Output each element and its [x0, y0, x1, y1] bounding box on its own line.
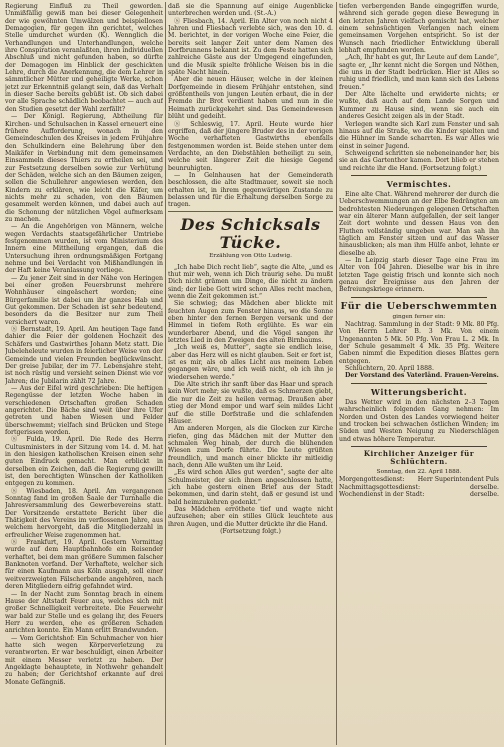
news-paragraph: — In Gelnhausen hat der Gemeinderath beschlossen, die alte Stadtmauer, soweit sie noch erhalten ist, in ihrem gegenwärtigen Zustande zu belassen und für die Erhaltung derselben Sorge zu tragen. [168, 171, 333, 209]
church-service-value: derselbe. [470, 490, 499, 498]
column-divider [336, 2, 337, 745]
story-paragraph: „Es wird schon Alles gut werden“, sagte der alte Schulmeister, der sich ihnen angeschlossen hatte, „ich habe gestern einen Brief aus der Stadt bekommen, und darin steht, daß er gesund ist und bald heimzukehren gedenkt.“ [168, 469, 333, 506]
misc-paragraph: Eine alte Chat. Während mehrerer der durch die Ueberschwemmungen an der Elbe Bedrängten am bedrohtesten Niederungen gelegenen Ortschaften war ein älterer Mann aufgefallen, der seit langer Zeit dort wohnte und dessen Haus von den Fluthen vollständig umgeben war. Man sah ihn täglich am Fenster sitzen und auf das Wasser hinausblicken; als man ihm Hülfe anbot, lehnte er dieselbe ab. [339, 190, 499, 257]
relief-signature: Der Vorstand des Vaterländ. Frauen-Vereins. [345, 372, 499, 380]
section-rule [351, 175, 487, 176]
church-service-label: Wochendienst in der Stadt: [339, 490, 425, 498]
news-paragraph: Ⓢ Fulda, 19. April. Die Rede des Herrn Cultusministers in der Sitzung vom 14. d. M. hat in den hiesigen katholischen Kreisen einen sehr guten Eindruck gemacht. Man erblickt in derselben ein Zeichen, daß die Regierung gewillt ist, den berechtigten Wünschen der Katholiken entgegen zu kommen. [5, 436, 163, 488]
column-middle [168, 3, 333, 743]
news-paragraph: Ⓢ Fliesbach, 14. April. Ein Alter von noch nicht 4 Jahren und Fliesbach verlebte sich, was den 10. d. M. berichtet, in der vorigen Woche eine Feier, die bereits seit langer Zeit unter dem Namen des Dorfbrunnens bekannt ist. Zu dem Feste hatten sich zahlreiche Gäste aus der Umgegend eingefunden, und die Musik spielte fröhliche Weisen bis in die späte Nacht hinein. [168, 17, 333, 77]
story-continued: (Fortsetzung folgt.) [220, 528, 281, 535]
news-paragraph: — Vom Gerichtshof: Ein Schuhmacher von hier hatte sich wegen Körperverletzung zu verantworten. Er war beschuldigt, einen Arbeiter mit einem Messer verletzt zu haben. Der Angeklagte behauptete, in Nothwehr gehandelt zu haben; der Gerichtshof erkannte auf drei Monate Gefängniß. [5, 634, 163, 686]
misc-paragraph: — In Leipzig starb dieser Tage eine Frau im Alter von 104 Jahren. Dieselbe war bis in ihre letzten Tage geistig frisch und konnte sich noch genau der Ereignisse aus den Jahren der Befreiungskriege erinnern. [339, 257, 499, 294]
column-left [5, 3, 163, 743]
news-paragraph: daß sie die Spannung auf einige Augenblicke unterbrechen werden und. (St.-A.) [168, 3, 333, 18]
column-divider [165, 2, 166, 745]
section-rule [351, 297, 487, 298]
column-right [339, 3, 499, 743]
news-paragraph: Aber die neuen Häuser, welche in der kleinen Dorfgemeinde in diesem Frühjahr entstehen, sind größtentheils von jungen Leuten erbaut, die in der Fremde ihr Brot verdient haben und nun in die Heimath zurückgekehrt sind. Das Gemeindewesen blüht und gedeiht. [168, 76, 333, 121]
news-paragraph: „Ach, Ihr habt es gut, Ihr Leute auf dem Lande“, sagte er, „Ihr kennt nicht die Sorgen und Nöthen, die uns in der Stadt bedrücken. Hier ist Alles so ruhig und friedlich, und man kann sich des Lebens freuen.“ [339, 54, 499, 91]
story-title: Des Schicksals Tücke. [180, 214, 321, 252]
weather-heading: Witterungsbericht. [370, 386, 468, 397]
church-row [339, 476, 499, 483]
news-paragraph: Verlegen wandte sich Karl zum Fenster und sah hinaus auf die Straße, wo die Kinder spielten und die Hühner im Sande scharrten. Es war Alles wie einst in seiner Jugend. [339, 120, 499, 150]
news-paragraph: — Der Königl. Regierung, Abtheilung für Kirchen- und Schulsachen in Kassel erneuert eine frühere Aufforderung, wonach in den Gemeindeschulen des Kreises in jedem Frühjahre den Schulkindern eine Belehrung über den Maikäfer in Verbindung mit dem gemeinsamen Einsammeln dieses Thiers zu ertheilen sei, und zur Festsetzung derselben sowie zur Verhütung der Schäden, welche sich an den Bäumen zeigen, sollen die Schullehrer angewiesen werden, den Kindern zu erklären, wie leicht die Käfer, um nichts mehr zu schaden, von den Bäumen gesammelt werden können, und dabei auch auf die Schonung der nützlichen Vögel aufmerksam zu machen. [5, 113, 163, 223]
story-paragraph: Sie schwieg; das Mädchen aber blickte mit feuchten Augen zum Fenster hinaus, wo die Sonne eben hinter den fernen Bergen versank und der Himmel in tiefem Roth erglühte. Es war ein wunderbarer Abend, und die Vögel sangen ihr letztes Lied in den Zweigen des alten Birnbaums. [168, 300, 333, 345]
church-row [339, 491, 499, 498]
story-paragraph: Am anderen Morgen, als die Glocken zur Kirche riefen, ging das Mädchen mit der Mutter den schmalen Weg hinab, der durch die blühenden Wiesen zum Dorfe führte. Die Leute grüßten freundlich, und manch einer blickte ihr mitleidig nach, denn Alle wußten um ihr Leid. [168, 425, 333, 469]
story-subtitle: Erzählung von Otto Ludwig. [209, 252, 292, 259]
news-paragraph: — In der Nacht zum Sonntag brach in einem Hause der Altstadt Feuer aus, welches sich mit großer Schnelligkeit verbreitete. Die Feuerwehr war bald zur Stelle und es gelang ihr, des Feuers Herr zu werden, ehe es größeren Schaden anrichten konnte. Ein Mann erlitt Brandwunden. [5, 590, 163, 635]
church-service-value: derselbe. [470, 483, 499, 491]
relief-subheading: gingen ferner ein: [392, 313, 446, 320]
relief-date: Schlüchtern, 20. April 1888. [345, 365, 434, 373]
news-paragraph: Regierung Einfluß zu Theil geworden. Unmißfällig gewiß man bei dieser Gelegenheit der wie gewöhnten Umwälzen und beispiellosen Demagogien, für gegen ihn gerichtet, welches Stelle umdurchet wurden (K). Wennglich die Verhandlungen und Unterhandlungen, welche ihre Conspiration veranlaßten, ihren individuellen Abschluß und nicht gefunden haben, so dürfte der Demagogen im Hinblick der geschickten Lehre, durch die Anerkennung, die dem Lehrer in sämmtlicher Mütter und geheiligte Werke, schon jetzt zur Erkenntniß gelangt sein, daß das Verhalt in dieser Sache bereits gebüßt ist. Ob sich dabei vor alle Sprache schädlich beobachtet — auch auf den Studien gesetzt der Wahl zerfällt? [5, 3, 163, 113]
section-rule [351, 446, 487, 447]
section-rule [351, 383, 487, 384]
story-paragraph: „Ich habe Dich recht lieb“, sagte die Alte, „und es thut mir weh, wenn ich Dich traurig sehe. Du mußt Dich nicht grämen um Dinge, die nicht zu ändern sind; der liebe Gott wird schon Alles recht machen, wenn die Zeit gekommen ist.“ [168, 263, 333, 300]
church-date: Sonntag, den 22. April 1888. [376, 468, 462, 475]
news-paragraph: Ⓢ Frankfurt, 19. April. Gestern Vormittag wurde auf dem Hauptbahnhofe ein Reisender verhaftet, bei dem man größere Summen falscher Banknoten vorfand. Der Verhaftete, welcher sich für einen Kaufmann aus Köln ausgab, soll einer weitverzweigten Fälscherbande angehören, nach deren Mitgliedern eifrig gefahndet wird. [5, 539, 163, 591]
church-service-label: Morgengottesdienst: [339, 476, 405, 484]
story-paragraph: Die Alte strich ihr sanft über das Haar und sprach kein Wort mehr; sie wußte, daß es Schmerzen giebt, die nur die Zeit zu heilen vermag. Draußen aber stieg der Mond empor und warf sein mildes Licht auf die stille Dorfstraße und die schlafenden Häuser. [168, 381, 333, 425]
news-paragraph: — An die Angehörigen von Männern, welche wegen Verdachts staatsgefährlicher Umtriebe festgenommen wurden, ist vom Ministerium des Innern eine Mittheilung ergangen, daß die Untersuchung ihren ordnungsmäßigen Fortgang nehme und bei Verdacht von Mißhandlungen in der Haft keine Veranlassung vorliege. [5, 223, 163, 275]
story-paragraph: „Ich weiß es, Mutter“, sagte sie endlich leise, „aber das Herz will es nicht glauben. Seit er fort ist, ist es mir, als ob alles Licht aus meinem Leben gegangen wäre, und ich weiß nicht, ob ich ihn je wiedersehen werde.“ [168, 344, 333, 381]
section-rule [168, 211, 333, 212]
news-paragraph: Ⓢ Bernstadt, 19. April. Am heutigen Tage fand dahier die Feier der goldenen Hochzeit des Schäfers und Gastwirthes Johann Metz statt. Die Jubeleheleute wurden in feierlicher Weise von der Gemeinde und vielen Freunden beglückwünscht. Der greise Jubilar, der im 77. Lebensjahre steht, ist noch rüstig und versieht seinen Dienst wie vor Jahren; die Jubilarin zählt 72 Jahre. [5, 326, 163, 385]
news-paragraph: Der Alte lächelte und erwiderte nichts; er wußte, daß auch auf dem Lande Sorgen und Kummer zu Hause sind, wenn sie auch ein anderes Gesicht zeigen als in der Stadt. [339, 91, 499, 121]
news-paragraph: Ⓢ Schleswig, 17. April. Heute wurde hier ergriffen, daß der jüngere Bruder des in der vorigen Woche verhafteten Gastwirths ebenfalls festgenommen worden ist. Beide stehen unter dem Verdachte, an den Diebstählen betheiligt zu sein, welche seit längerer Zeit die hiesige Gegend beunruhigten. [168, 120, 333, 172]
news-paragraph: Ⓢ Wiesbaden, 18. April. Am vergangenen Sonntag fand im großen Saale der Turnhalle die Jahresversammlung des Gewerbevereins statt. Der Vorsitzende erstattete Bericht über die Thätigkeit des Vereins im verflossenen Jahre, aus welchem hervorgeht, daß die Mitgliederzahl in erfreulicher Weise zugenommen hat. [5, 487, 163, 539]
relief-heading: Für die Ueberschwemmten [340, 300, 498, 312]
news-paragraph: — Aus der Eifel wird geschrieben: Die heftigen Regengüsse der letzten Woche haben in verschiedenen Ortschaften großen Schaden angerichtet. Die Bäche sind weit über ihre Ufer getreten und haben Wiesen und Felder überschwemmt; vielfach sind Brücken und Stege fortgerissen worden. [5, 384, 163, 436]
church-heading: Kirchlicher Anzeiger für Schlüchtern. [363, 448, 475, 467]
news-paragraph: tiefen verbergenden Bande eingegriffen wurde, während sich gerade gegen diese Bewegung in den letzten Jahren vielfach gemischt hat, welcher einem sehnsüchtigen Verlangen nach einem gemeinsamen Vorgehen entspricht. So ist der Wunsch nach friedlicher Entwicklung überall lebhaft empfunden worden. [339, 3, 499, 55]
weather-paragraph: Das Wetter wird in den nächsten 2–3 Tagen wahrscheinlich folgenden Gang nehmen: Im Norden und Osten des Landes vorwiegend heiter und trocken bei schwachen östlichen Winden; im Süden und Westen Neigung zu Niederschlägen und etwas höhere Temperatur. [339, 398, 499, 443]
news-paragraph: — Zu jener Zeit sind in der Nähe von Heringen bei einer großen Feuersbrunst mehrere Wohnhäuser eingeäschert worden; eine Bürgerfamilie ist dabei um ihr ganzes Hab und Gut gekommen. Der Schaden ist sehr bedeutend, besonders da die Besitzer nur zum Theil versichert waren. [5, 274, 163, 326]
news-paragraph: Schweigend schritten sie nebeneinander her, bis sie an das Gartenthor kamen. Dort blieb er stehen und reichte ihr die Hand. (Fortsetzung folgt.) [339, 149, 499, 172]
church-row [339, 484, 499, 491]
relief-paragraph: Nachtrag. Sammlung in der Stadt: 9 Mk. 80 Pfg. Von Herrn Lehrer B. 3 Mk. Von einem Ungenannten 5 Mk. 50 Pfg. Von Frau L. 2 Mk. In der Schule gesammelt 4 Mk. 35 Pfg. Weitere Gaben nimmt die Expedition dieses Blattes gern entgegen. [339, 321, 499, 365]
church-service-value: Herr Superintendent Puls [417, 476, 499, 484]
story-paragraph: Das Mädchen erröthete tief und wagte nicht aufzusehen; aber ein stilles Glück leuchtete aus ihren Augen, und die Mutter drückte ihr die Hand. [168, 505, 333, 528]
misc-heading: Vermischtes. [386, 178, 452, 189]
church-service-label: Nachmittagsgottesdienst: [339, 483, 421, 491]
